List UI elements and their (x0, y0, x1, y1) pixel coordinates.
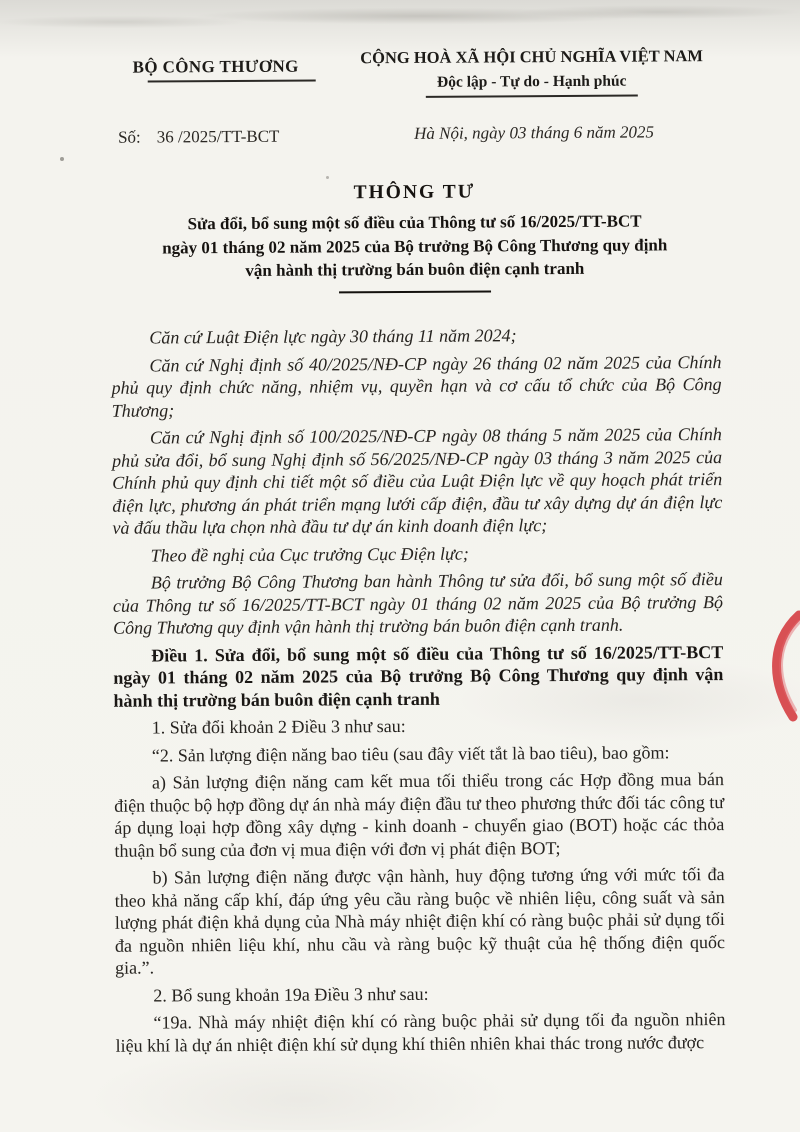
document-number-value: 36 /2025/TT-BCT (156, 126, 280, 147)
body-paragraph: 1. Sửa đổi khoản 2 Điều 3 như sau: (151, 715, 406, 738)
body-paragraph: b) Sản lượng điện năng được vận hành, huy động tương ứng với mức tối đa theo khả năng cấp khí, đáp ứng yêu cầu ràng buộc về nhiên liệu, công suất và sản lượng phát điện khả dụng của Nhà máy nhiệt điện khí có ràng buộc phải sử dụng tối đa nguồn nhiên liệu khí, nhu cầu và ràng buộc kỹ thuật của hệ thống điện quốc gia.”. (114, 864, 726, 978)
document-number-label: Số: (118, 127, 141, 147)
agency-underline (148, 80, 316, 83)
motto-underline (426, 95, 638, 98)
scan-speck (60, 157, 64, 161)
preamble-paragraph: Căn cứ Nghị định số 40/2025/NĐ-CP ngày 26 tháng 02 năm 2025 của Chính phủ quy định chức năng, nhiệm vụ, quyền hạn và cơ cấu tổ chức của Bộ Công Thương; (111, 351, 722, 421)
preamble-paragraph: Căn cứ Nghị định số 100/2025/NĐ-CP ngày 08 tháng 5 năm 2025 của Chính phủ sửa đổi, bổ sung Nghị định số 56/2025/NĐ-CP ngày 03 tháng 3 năm 2025 của Chính phủ quy định chi tiết một số điều của Luật Điện lực về quy hoạch phát triển điện lực, phương án phát triển mạng lưới cấp điện, đầu tư xây dựng dự án điện lực và đấu thầu lựa chọn nhà đầu tư dự án kinh doanh điện lực; (111, 424, 723, 538)
title-separator-line (339, 290, 491, 293)
body-paragraph: a) Sản lượng điện năng cam kết mua tối thiểu trong các Hợp đồng mua bán điện thuộc bộ hợp đồng dự án nhà máy điện đầu tư theo phương thức đối tác công tư áp dụng loại hợp đồng xây dựng - kinh doanh - chuyển giao (BOT) hoặc các thỏa thuận bổ sung của đơn vị mua điện với đơn vị phát điện BOT; (114, 769, 725, 861)
document-subtitle-line: ngày 01 tháng 02 năm 2025 của Bộ trưởng Bộ Công Thương quy định (162, 234, 668, 257)
document-body (111, 318, 725, 1057)
body-paragraph: “2. Sản lượng điện năng bao tiêu (sau đây viết tắt là bao tiêu), bao gồm: (151, 741, 670, 766)
scan-speck (326, 176, 329, 179)
body-paragraph: “19a. Nhà máy nhiệt điện khí có ràng buộc phải sử dụng tối đa nguồn nhiên liệu khí là dự án nhiệt điện khí sử dụng khí thiên nhiên khai thác trong nước được (115, 1009, 726, 1056)
document-number (118, 127, 279, 148)
place-and-date: Hà Nội, ngày 03 tháng 6 năm 2025 (413, 122, 654, 143)
republic-title: CỘNG HOÀ XÃ HỘI CHỦ NGHĨA VIỆT NAM (360, 46, 704, 68)
issuing-agency-block (110, 56, 322, 82)
preamble-paragraph: Căn cứ Luật Điện lực ngày 30 tháng 11 năm 2024; (149, 325, 517, 348)
preamble-paragraph: Theo đề nghị của Cục trưởng Cục Điện lực; (150, 543, 469, 566)
national-motto: Độc lập - Tự do - Hạnh phúc (436, 72, 627, 91)
document-type-title: THÔNG TƯ (353, 181, 476, 204)
preamble-paragraph: Bộ trưởng Bộ Công Thương ban hành Thông tư sửa đổi, bổ sung một số điều của Thông tư số 16/2025/TT-BCT ngày 01 tháng 02 năm 2025 của Bộ trưởng Bộ Công Thương quy định vận hành thị trường bán buôn điện cạnh tranh. (112, 569, 723, 638)
document-title-block (106, 180, 723, 295)
body-paragraph: 2. Bổ sung khoản 19a Điều 3 như sau: (153, 983, 429, 1006)
issuing-agency-name: BỘ CÔNG THƯƠNG (132, 56, 299, 77)
national-header-block (338, 46, 726, 98)
red-stamp-arc (762, 610, 800, 722)
document-subtitle-line: Sửa đổi, bổ sung một số điều của Thông tư số 16/2025/TT-BCT (187, 211, 642, 234)
article-1-heading: Điều 1. Sửa đổi, bổ sung một số điều của Thông tư số 16/2025/TT-BCT ngày 01 tháng 02 năm 2025 của Bộ trưởng Bộ Công Thương quy định vận hành thị trường bán buôn điện cạnh tranh (113, 641, 724, 711)
document-subtitle-line: vận hành thị trường bán buôn điện cạnh tranh (245, 258, 585, 280)
